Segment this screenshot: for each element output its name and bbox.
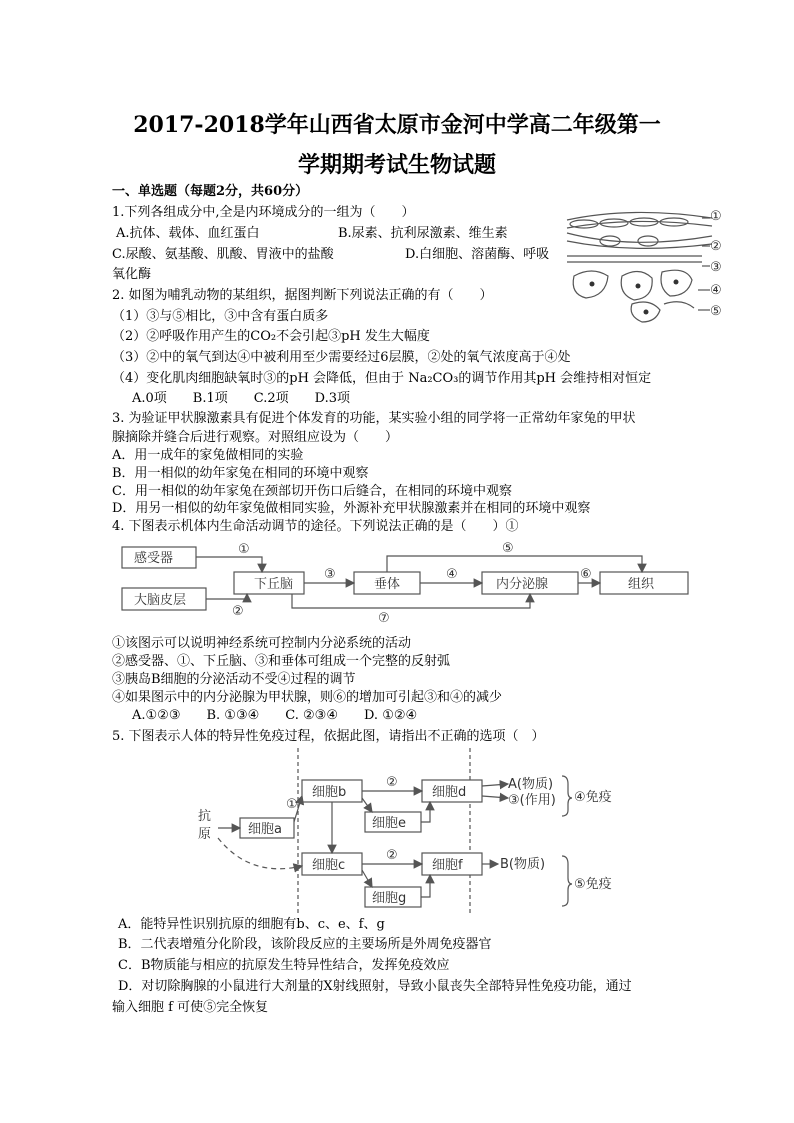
q3-stem-2: 腺摘除并缝合后进行观察。对照组应设为（ ） — [112, 430, 399, 445]
label-substance-b: B(物质) — [500, 857, 546, 872]
q3-option-a: A．用一成年的家兔做相同的实验 — [112, 448, 304, 463]
q2-stem: 2. 如图为哺乳动物的某组织，据图判断下列说法正确的有（ ） — [112, 288, 493, 303]
q1-option-d: D.白细胞、溶菌酶、呼吸 — [405, 247, 550, 262]
tissue-label-2: ② — [710, 239, 722, 254]
label-cortex: 大脑皮层 — [134, 593, 187, 608]
tissue-label-5: ⑤ — [710, 304, 722, 319]
q5-option-b: B．二代表增殖分化阶段，该阶段反应的主要场所是外周免疫器官 — [118, 937, 492, 952]
label-n2: ② — [232, 604, 244, 619]
q5-stem: 5. 下图表示人体的特异性免疫过程，依据此图，请指出不正确的选项（ ） — [112, 729, 545, 744]
regulation-diagram — [112, 538, 692, 624]
label-cell-g: 细胞g — [372, 891, 407, 906]
label-step-2b: ② — [386, 848, 398, 863]
label-cell-f: 细胞f — [432, 858, 463, 873]
label-cell-a: 细胞a — [248, 822, 282, 837]
label-immunity-4: ④免疫 — [574, 790, 612, 805]
label-hypothalamus: 下丘脑 — [254, 577, 294, 592]
label-antigen-2: 原 — [198, 827, 212, 842]
label-receptor: 感受器 — [134, 551, 174, 566]
q1-option-d-cont: 氧化酶 — [112, 267, 152, 282]
tissue-figure — [562, 206, 732, 326]
label-cell-d: 细胞d — [432, 785, 467, 800]
tissue-figure-labels — [710, 208, 722, 320]
q1-option-b: B.尿素、抗利尿激素、维生素 — [338, 226, 508, 241]
label-n7: ⑦ — [378, 611, 390, 624]
q4-statement-2: ②感受器、①、下丘脑、③和垂体可组成一个完整的反射弧 — [112, 654, 451, 669]
q2-statement-4: （4）变化肌肉细胞缺氧时③的pH 会降低，但由于 Na₂CO₃的调节作用其pH 会维持相对恒定 — [112, 371, 652, 386]
label-n1: ① — [238, 542, 250, 557]
immunity-diagram — [190, 748, 640, 916]
title-line-1: 2017-2018学年山西省太原市金河中学高二年级第一 — [133, 112, 661, 138]
q5-option-c: C．B物质能与相应的抗原发生特异性结合，发挥免疫效应 — [118, 958, 450, 973]
q4-statement-3: ③胰岛B细胞的分泌活动不受④过程的调节 — [112, 672, 356, 687]
q5-option-d-2: 输入细胞 f 可使⑤完全恢复 — [112, 1000, 269, 1015]
q1-option-a: A.抗体、载体、血红蛋白 — [116, 226, 260, 241]
q4-statement-4: ④如果图示中的内分泌腺为甲状腺，则⑥的增加可引起③和④的减少 — [112, 690, 503, 705]
q4-options: A.①②③ B. ①③④ C. ②③④ D. ①②④ — [132, 708, 418, 723]
label-cell-e: 细胞e — [372, 816, 406, 831]
label-n3: ③ — [324, 567, 336, 582]
label-step-2a: ② — [386, 775, 398, 790]
q1-stem: 1.下列各组成分中,全是内环境成分的一组为（ ） — [112, 205, 415, 220]
label-step-1: ① — [286, 797, 298, 812]
label-n4: ④ — [446, 567, 458, 582]
q4-stem: 4. 下图表示机体内生命活动调节的途径。下列说法正确的是（ ）① — [112, 519, 519, 534]
label-effect-3: ③(作用) — [508, 793, 556, 808]
q2-statement-1: （1）③与⑤相比，③中含有蛋白质多 — [112, 309, 329, 324]
label-tissue: 组织 — [628, 577, 655, 592]
label-immunity-5: ⑤免疫 — [574, 877, 612, 892]
q3-option-d: D．用另一相似的幼年家兔做相同实验，外源补充甲状腺激素并在相同的环境中观察 — [112, 501, 591, 516]
tissue-label-1: ① — [710, 209, 722, 224]
tissue-label-3: ③ — [710, 260, 722, 275]
label-n5: ⑤ — [502, 541, 514, 556]
q5-option-d-1: D．对切除胸腺的小鼠进行大剂量的X射线照射，导致小鼠丧失全部特异性免疫功能，通过 — [118, 979, 632, 994]
q1-option-c: C.尿酸、氨基酸、肌酸、胃液中的盐酸 — [112, 247, 334, 262]
label-substance-a: A(物质) — [508, 777, 554, 792]
q2-options: A.0项 B.1项 C.2项 D.3项 — [132, 391, 350, 406]
q3-stem-1: 3. 为验证甲状腺激素具有促进个体发育的功能，某实验小组的同学将一正常幼年家兔的甲状 — [112, 411, 636, 426]
label-cell-c: 细胞c — [312, 858, 346, 873]
q3-option-b: B．用一相似的幼年家兔在相同的环境中观察 — [112, 466, 369, 481]
section-heading: 一、单选题（每题2分，共60分） — [112, 184, 309, 199]
label-cell-b: 细胞b — [312, 785, 347, 800]
label-antigen-1: 抗 — [198, 809, 212, 824]
q2-statement-2: （2）②呼吸作用产生的CO₂不会引起③pH 发生大幅度 — [112, 329, 430, 344]
q2-statement-3: （3）②中的氧气到达④中被利用至少需要经过6层膜，②处的氧气浓度高于④处 — [112, 350, 571, 365]
q4-statement-1: ①该图示可以说明神经系统可控制内分泌系统的活动 — [112, 636, 412, 651]
tissue-label-4: ④ — [710, 283, 722, 298]
q3-option-c: C．用一相似的幼年家兔在颈部切开伤口后缝合，在相同的环境中观察 — [112, 484, 512, 499]
label-n6: ⑥ — [580, 567, 592, 582]
q5-option-a: A．能特异性识别抗原的细胞有b、c、e、f、g — [118, 917, 385, 932]
label-endocrine: 内分泌腺 — [496, 577, 549, 592]
title-line-2: 学期期考试生物试题 — [297, 152, 496, 178]
label-pituitary: 垂体 — [374, 577, 401, 592]
